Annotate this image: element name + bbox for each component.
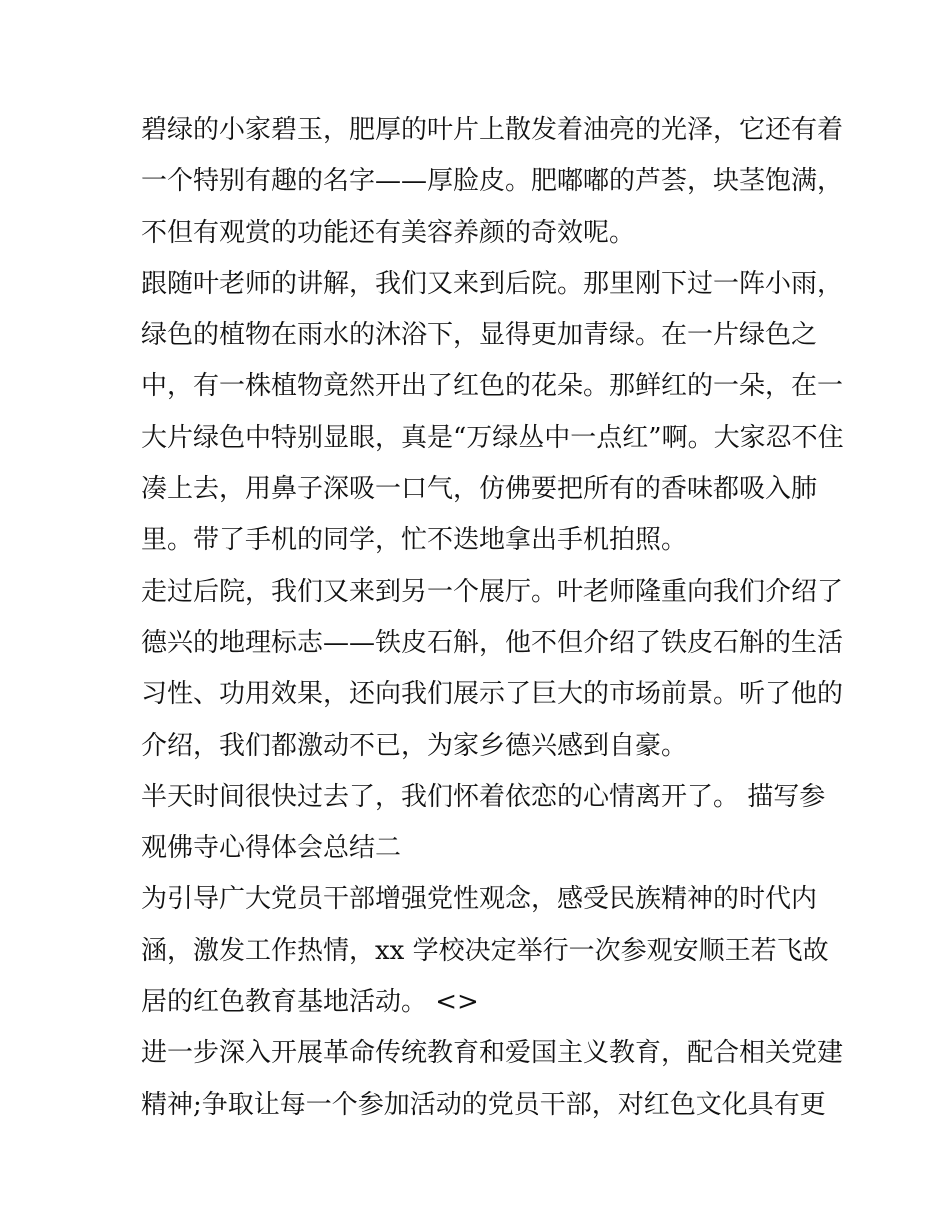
text-line-16: 为引导广大党员干部增强党性观念，感受民族精神的时代内 [141, 884, 818, 915]
text-line-10: 走过后院，我们又来到另一个展厅。叶老师隆重向我们介绍了 [141, 576, 844, 607]
text-line-20: 精神;争取让每一个参加活动的党员干部，对红色文化具有更 [141, 1089, 826, 1120]
text-line-6: 中，有一株植物竟然开出了红色的花朵。那鲜红的一朵，在一 [141, 371, 844, 402]
text-line-4: 跟随叶老师的讲解，我们又来到后院。那里刚下过一阵小雨， [141, 268, 844, 299]
text-line-1: 碧绿的小家碧玉，肥厚的叶片上散发着油亮的光泽，它还有着 [141, 115, 844, 145]
text-line-5: 绿色的植物在雨水的沐浴下，显得更加青绿。在一片绿色之 [141, 320, 818, 351]
text-line-7: 大片绿色中特别显眼，真是“万绿丛中一点红”啊。大家忍不住 [141, 422, 844, 453]
text-line-2: 一个特别有趣的名字——厚脸皮。肥嘟嘟的芦荟，块茎饱满， [141, 166, 844, 197]
text-line-3: 不但有观赏的功能还有美容养颜的奇效呢。 [141, 217, 636, 248]
text-line-17: 涵，激发工作热情，xx 学校决定举行一次参观安顺王若飞故 [141, 935, 829, 966]
text-line-11: 德兴的地理标志——铁皮石斛，他不但介绍了铁皮石斛的生活 [141, 627, 844, 658]
text-line-14: 半天时间很快过去了，我们怀着依恋的心情离开了。 描写参 [141, 781, 826, 812]
text-line-19: 进一步深入开展革命传统教育和爱国主义教育，配合相关党建 [141, 1038, 844, 1069]
text-line-12: 习性、功用效果，还向我们展示了巨大的市场前景。听了他的 [141, 679, 844, 710]
text-line-9: 里。带了手机的同学，忙不迭地拿出手机拍照。 [141, 525, 688, 556]
text-line-13: 介绍，我们都激动不已，为家乡德兴感到自豪。 [141, 730, 688, 761]
text-line-18: 居的红色教育基地活动。 <> [141, 987, 479, 1018]
text-line-8: 凑上去，用鼻子深吸一口气，仿佛要把所有的香味都吸入肺 [141, 474, 818, 505]
text-line-15: 观佛寺心得体会总结二 [141, 833, 402, 864]
document-body [141, 105, 844, 1131]
